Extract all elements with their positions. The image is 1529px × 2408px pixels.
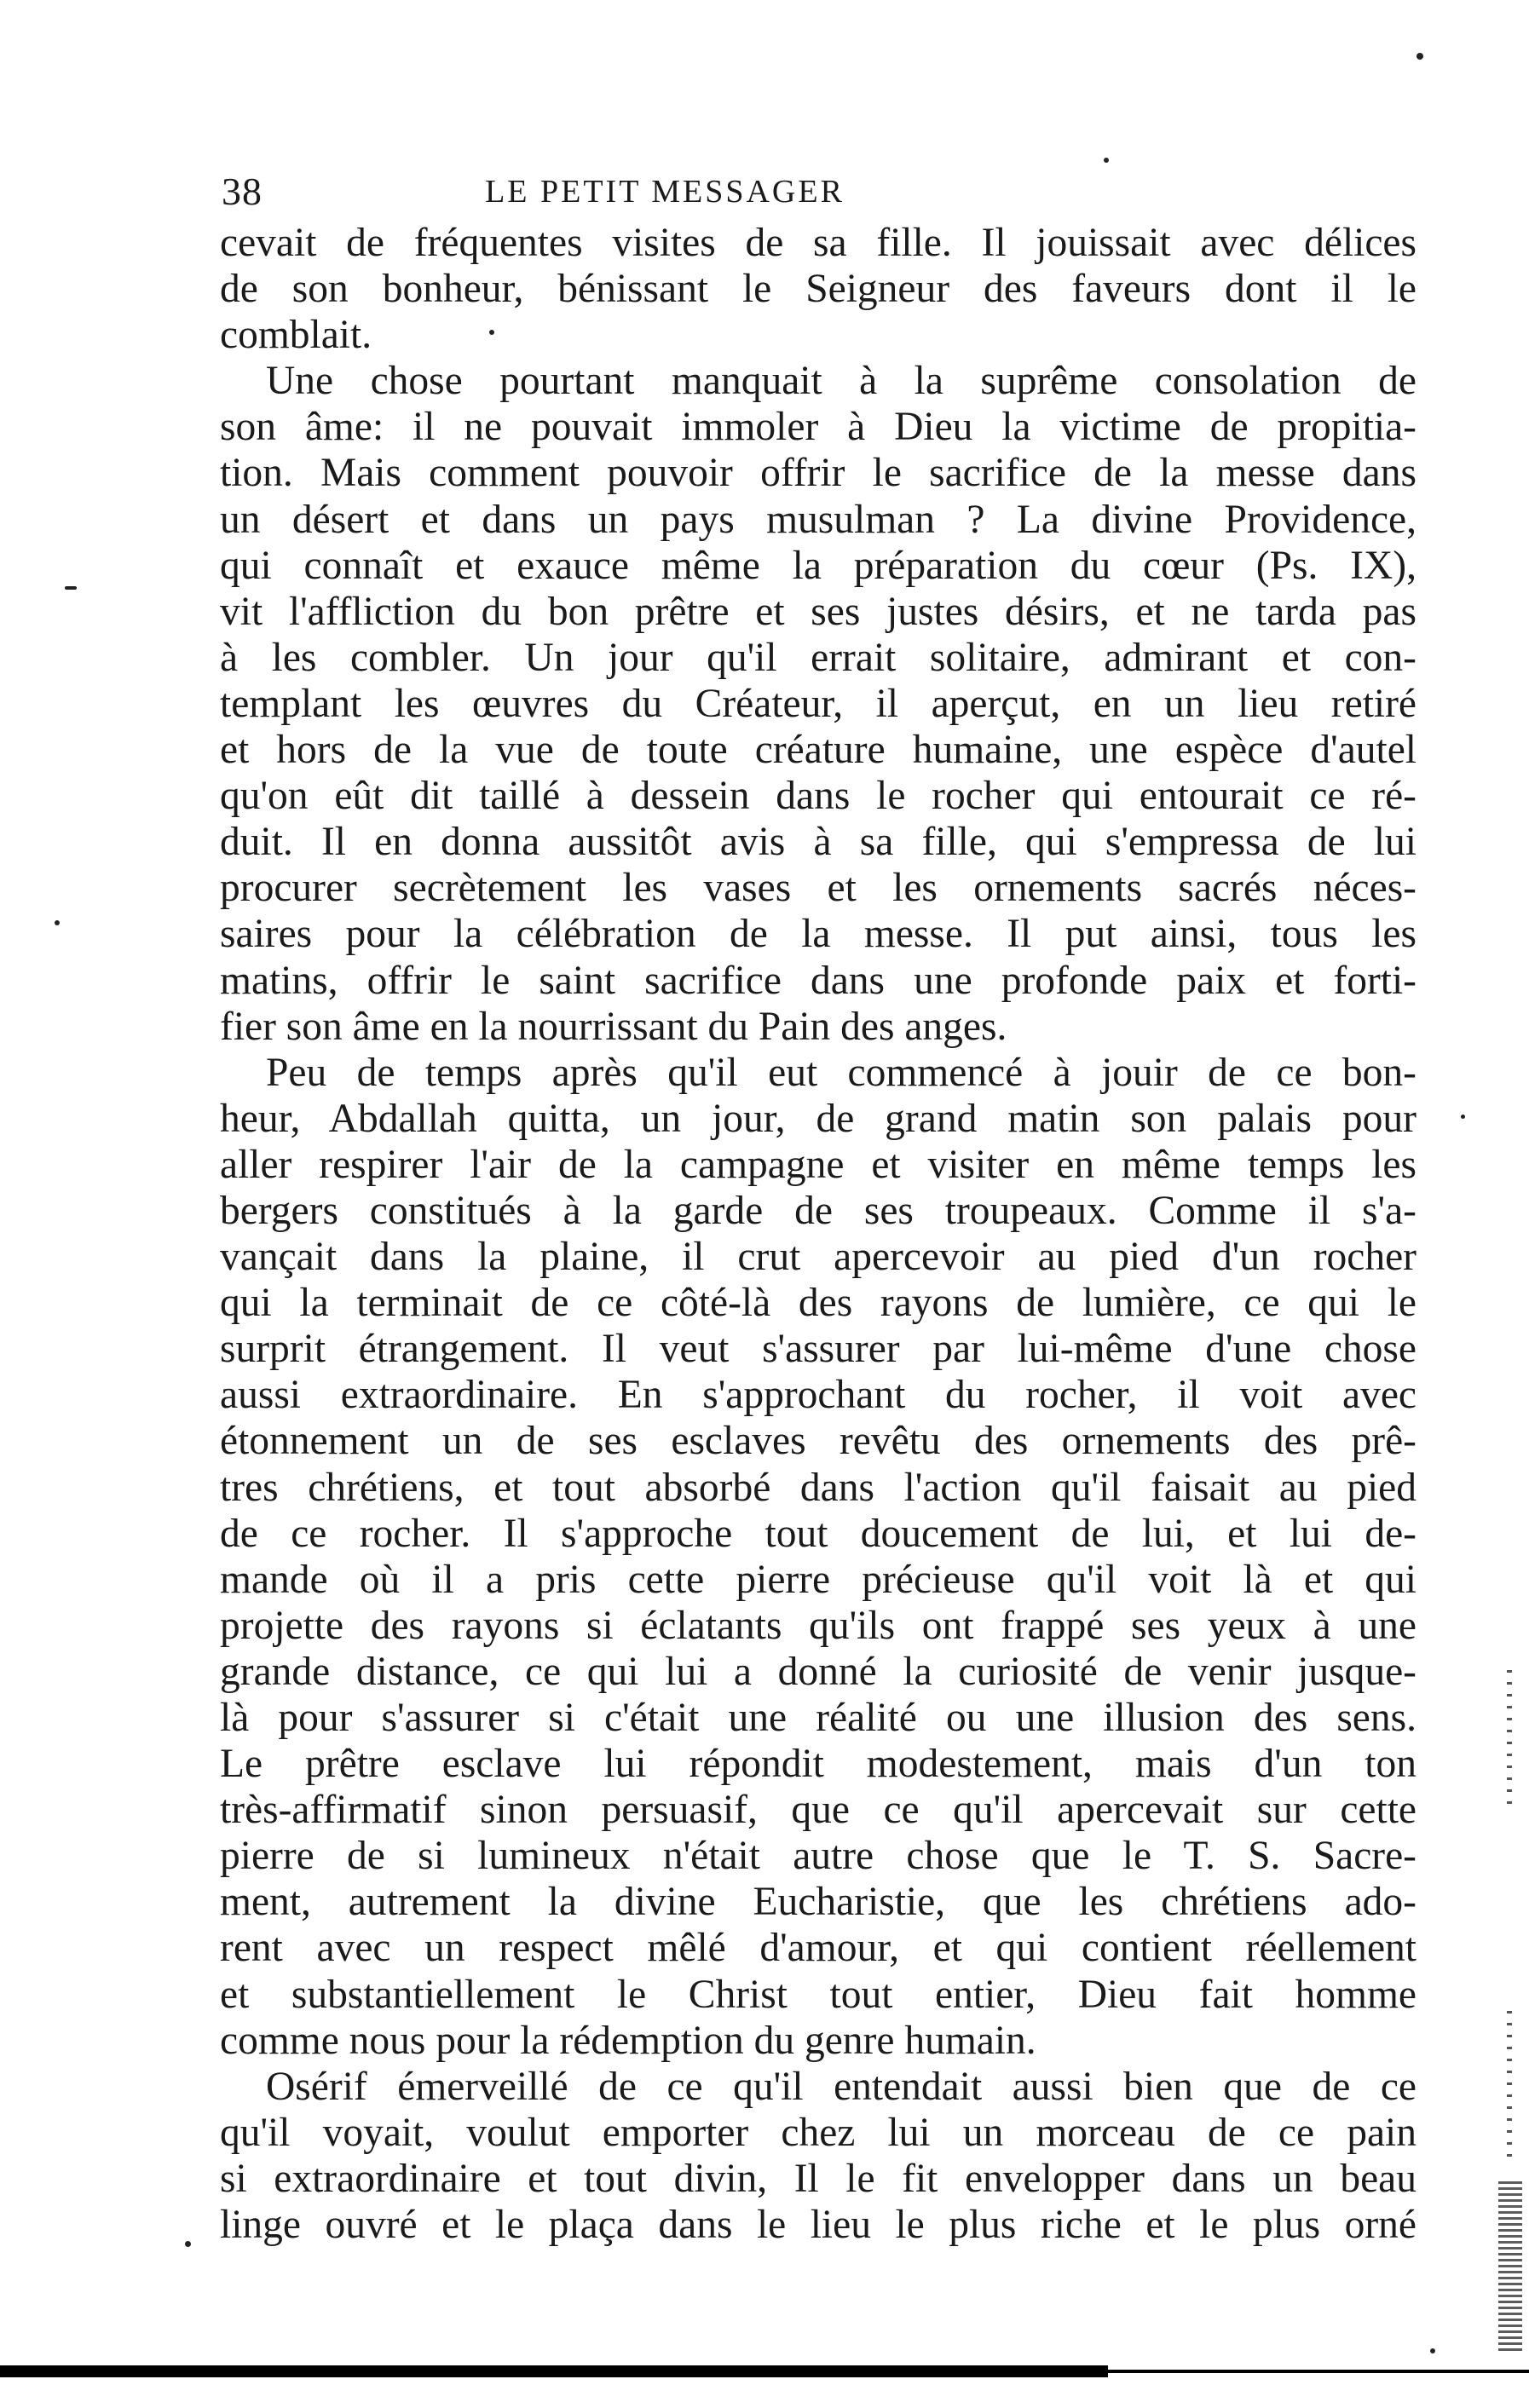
text-line: comme nous pour la rédemption du genre humain. (220, 2018, 1036, 2063)
text-line: aussi extraordinaire. En s'approchant du rocher, il voit avec (220, 1373, 1416, 1418)
text-line: pierre de si lumineux n'était autre chose que le T. S. Sacre- (220, 1834, 1416, 1879)
text-line: saires pour la célébration de la messe. Il put ainsi, tous les (220, 912, 1416, 957)
scan-bottom-border (0, 2365, 1108, 2377)
scan-speck (1461, 1115, 1465, 1119)
page-number: 38 (222, 170, 263, 213)
scan-edge-shadow (1498, 2181, 1522, 2352)
body-text (220, 220, 1416, 2248)
running-title: LE PETIT MESSAGER (485, 174, 845, 210)
text-line: un désert et dans un pays musulman ? La divine Providence, (220, 497, 1416, 542)
text-line: rent avec un respect mêlé d'amour, et qui contient réellement (220, 1926, 1416, 1971)
page-header (222, 166, 1074, 217)
text-line: fier son âme en la nourrissant du Pain des anges. (220, 1004, 1007, 1049)
text-line: duit. Il en donna aussitôt avis à sa fille, qui s'empressa de lui (220, 820, 1416, 865)
scan-bottom-border-thin (1099, 2370, 1529, 2373)
text-line: Le prêtre esclave lui répondit modestement, mais d'un ton (220, 1742, 1416, 1787)
text-line: son âme: il ne pouvait immoler à Dieu la victime de propitia- (220, 405, 1416, 450)
text-line: ment, autrement la divine Eucharistie, que les chrétiens ado- (220, 1880, 1416, 1925)
text-line: linge ouvré et le plaça dans le lieu le plus riche et le plus orné (220, 2203, 1416, 2248)
text-line: matins, offrir le saint sacrifice dans une profonde paix et forti- (220, 958, 1416, 1003)
scan-speck (65, 586, 77, 590)
text-line: si extraordinaire et tout divin, Il le fit envelopper dans un beau (220, 2156, 1416, 2201)
text-line: vançait dans la plaine, il crut apercevoir au pied d'un rocher (220, 1235, 1416, 1280)
scan-edge-dots (1507, 1670, 1512, 1806)
scan-speck (1104, 158, 1109, 163)
text-line: aller respirer l'air de la campagne et visiter en même temps les (220, 1142, 1416, 1187)
text-line: templant les œuvres du Créateur, il aperçut, en un lieu retiré (220, 681, 1416, 726)
text-line: vit l'affliction du bon prêtre et ses justes désirs, et ne tarda pas (220, 589, 1416, 634)
text-line: de son bonheur, bénissant le Seigneur des faveurs dont il le (220, 267, 1416, 312)
scan-speck (489, 330, 494, 335)
text-line: qui la terminait de ce côté-là des rayons de lumière, ce qui le (220, 1281, 1416, 1326)
text-line: à les combler. Un jour qu'il errait solitaire, admirant et con- (220, 635, 1416, 680)
text-line: heur, Abdallah quitta, un jour, de grand matin son palais pour (220, 1096, 1416, 1141)
scan-speck (1430, 2348, 1435, 2353)
text-line: surprit étrangement. Il veut s'assurer par lui-même d'une chose (220, 1327, 1416, 1372)
scan-speck (185, 2241, 191, 2247)
text-line: étonnement un de ses esclaves revêtu des ornements des prê- (220, 1419, 1416, 1464)
text-line: là pour s'assurer si c'était une réalité ou une illusion des sens. (220, 1696, 1416, 1740)
text-line: Osérif émerveillé de ce qu'il entendait aussi bien que de ce (266, 2064, 1416, 2109)
text-line: grande distance, ce qui lui a donné la curiosité de venir jusque- (220, 1649, 1416, 1694)
text-line: et substantiellement le Christ tout entier, Dieu fait homme (220, 1972, 1416, 2017)
text-line: tion. Mais comment pouvoir offrir le sacrifice de la messe dans (220, 451, 1416, 496)
scan-edge-dots (1507, 2011, 1512, 2164)
scan-speck (55, 920, 60, 925)
text-line: Une chose pourtant manquait à la suprême consolation de (266, 359, 1416, 404)
text-line: qu'on eût dit taillé à dessein dans le rocher qui entourait ce ré- (220, 774, 1416, 819)
text-line: comblait. (220, 313, 372, 358)
text-line: qu'il voyait, voulut emporter chez lui un morceau de ce pain (220, 2110, 1416, 2155)
scan-speck (1416, 53, 1423, 60)
text-line: de ce rocher. Il s'approche tout doucement de lui, et lui de- (220, 1511, 1416, 1556)
text-line: cevait de fréquentes visites de sa fille. Il jouissait avec délices (220, 221, 1416, 265)
text-line: procurer secrètement les vases et les ornements sacrés néces- (220, 866, 1416, 911)
text-line: Peu de temps après qu'il eut commencé à jouir de ce bon- (266, 1050, 1416, 1095)
text-line: projette des rayons si éclatants qu'ils ont frappé ses yeux à une (220, 1603, 1416, 1648)
text-line: bergers constitués à la garde de ses troupeaux. Comme il s'a- (220, 1188, 1416, 1233)
text-line: tres chrétiens, et tout absorbé dans l'action qu'il faisait au pied (220, 1465, 1416, 1510)
text-line: mande où il a pris cette pierre précieuse qu'il voit là et qui (220, 1557, 1416, 1602)
text-line: et hors de la vue de toute créature humaine, une espèce d'autel (220, 728, 1416, 773)
text-line: qui connaît et exauce même la préparation du cœur (Ps. IX), (220, 543, 1416, 588)
text-line: très-affirmatif sinon persuasif, que ce qu'il apercevait sur cette (220, 1788, 1416, 1833)
